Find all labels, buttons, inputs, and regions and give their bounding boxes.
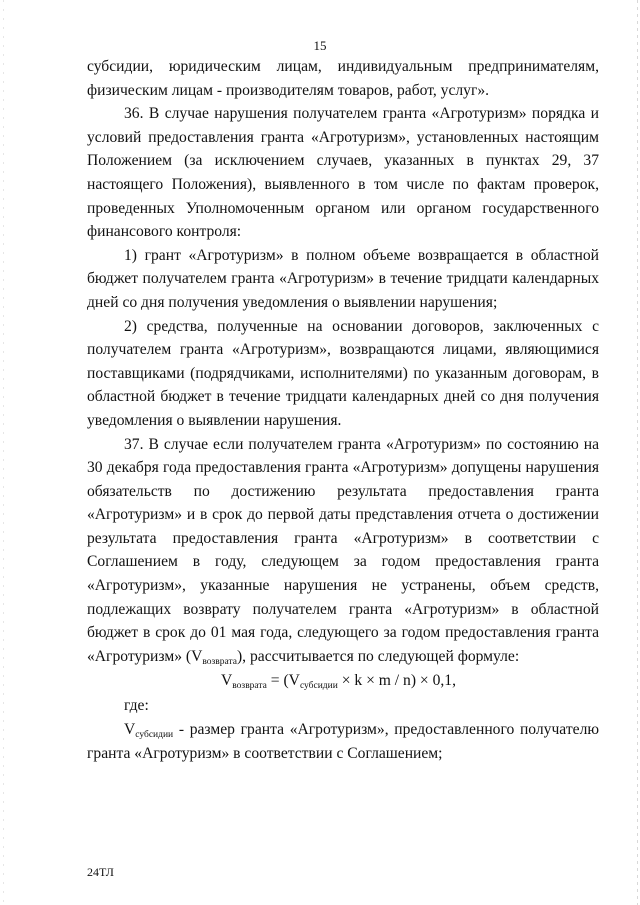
definition-sub: субсидии <box>135 730 174 741</box>
clause-37-subscript: возврата <box>202 656 237 667</box>
scan-edge-right <box>637 0 638 905</box>
paragraph-subclause-2: 2) средства, полученные на основании договоров, заключенных с получателем гранта «Агротуризм», возвращаются лицами, являющимися поставщиками (подрядчиками, исполнителями) по указанным договорам, в областной бюджет в течение тридцати календарных дней со дня получения уведомления о выявлении нарушения. <box>87 317 599 429</box>
where-label: где: <box>124 697 149 715</box>
clause-37-text: 37. В случае если получателем гранта «Агротуризм» по состоянию на 30 декабря года предоставления гранта «Агротуризм» допущены нарушения обязательств по достижению результата предоставления гранта «Агротуризм» и в срок до первой даты представления отчета о достижении результата предоставления гранта «Агротуризм» в соответствии с Соглашением в году, следующем за годом предоставления гранта «Агротуризм», указанные нарушения не устранены, объем средств, подлежащих возврату получателем гранта «Агротуризм» в областной бюджет в срок до 01 мая года, следующего за годом предоставления гранта «Агротуризм» (V <box>87 435 599 665</box>
page-number: 15 <box>313 38 327 53</box>
footer-code: 24ТЛ <box>87 865 114 879</box>
paragraph-clause-37 <box>87 433 599 669</box>
scan-edge-left <box>3 0 4 905</box>
paragraph-clause-36: 36. В случае нарушения получателем гранта «Агротуризм» порядка и условий предоставления гранта «Агротуризм», установленных настоящим Положением (за исключением случаев, указанных в пунктах 29, 37 настоящего Положения), выявленного в том числе по фактам проверок, проведенных Уполномоченным органом или органом государственного финансового контроля: <box>87 105 599 241</box>
formula-mid-sub: субсидии <box>299 681 338 692</box>
formula <box>87 668 599 693</box>
paragraph-subclause-1: 1) грант «Агротуризм» в полном объеме возвращается в областной бюджет получателем гранта «Агротуризм» в течение тридцати календарных дней со дня получения уведомления о выявлении нарушения; <box>87 246 599 311</box>
formula-lhs-sub: возврата <box>232 681 267 692</box>
paragraph-continuation: субсидии, юридическим лицам, индивидуальным предпринимателям, физическим лицам - производителям товаров, работ, услуг». <box>87 58 599 99</box>
formula-rhs: × k × m / n) × 0,1, <box>337 672 457 690</box>
definition-text: - размер гранта «Агротуризм», предоставленного получателю гранта «Агротуризм» в соответствии с Соглашением; <box>87 721 599 763</box>
formula-mid: = (V <box>266 672 300 690</box>
clause-37-tail: ), рассчитывается по следующей формуле: <box>236 647 520 665</box>
definition-v-subsidy <box>87 718 599 765</box>
document-body <box>87 55 599 766</box>
formula-lhs-var: V <box>221 672 233 690</box>
definition-var: V <box>124 721 136 739</box>
